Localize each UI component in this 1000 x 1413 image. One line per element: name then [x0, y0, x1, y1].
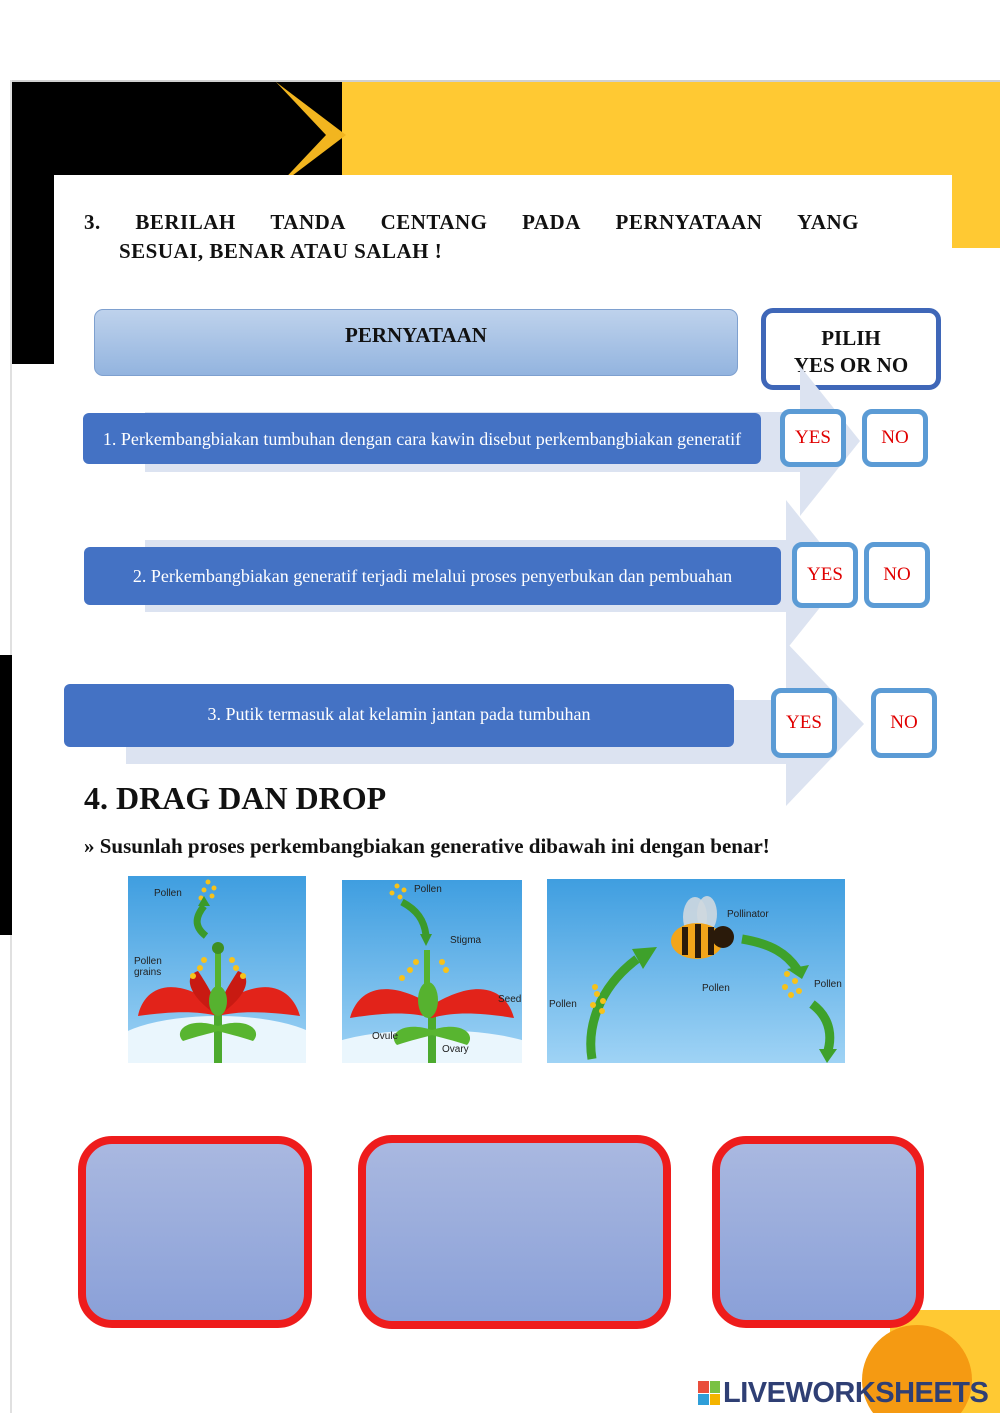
statement-header: PERNYATAAN [94, 309, 738, 376]
statement-3: 3. Putik termasuk alat kelamin jantan pada tumbuhan [64, 684, 734, 747]
choice-header-line2: YES OR NO [793, 353, 909, 377]
question-4-title: 4. DRAG DAN DROP [84, 780, 387, 816]
question-3-title-line2: SESUAI, BENAR ATAU SALAH ! [119, 239, 443, 263]
image-label: Pollinator [727, 909, 769, 920]
black-side-bar-lower [0, 655, 12, 935]
title-word: 3. [84, 210, 101, 234]
drop-zone-3[interactable] [712, 1136, 924, 1328]
bee-pollination-illustration [547, 879, 845, 1063]
black-side-bar [12, 82, 54, 364]
flower-fertilization-illustration [342, 880, 522, 1063]
image-label: Ovary [442, 1044, 469, 1055]
yes-option-2[interactable]: YES [792, 542, 858, 608]
image-label: Pollen [702, 983, 730, 994]
image-label: Pollen [814, 979, 842, 990]
question-3-title-line1 [84, 208, 859, 237]
drop-zone-1[interactable] [78, 1136, 312, 1328]
image-label: Stigma [450, 935, 482, 946]
yellow-banner [300, 82, 1000, 188]
logo-grid-icon [698, 1381, 720, 1405]
image-label: Pollen [134, 956, 162, 967]
bee-icon [671, 896, 734, 959]
title-word: PADA [522, 210, 581, 234]
yes-option-1[interactable]: YES [780, 409, 846, 467]
question-3-title [84, 208, 859, 266]
title-word: YANG [797, 210, 859, 234]
title-word: CENTANG [380, 210, 488, 234]
flower-pollen-illustration [128, 876, 306, 1063]
no-option-2[interactable]: NO [864, 542, 930, 608]
image-label: grains [134, 967, 162, 978]
logo-text: LIVEWORKSHEETS [723, 1376, 989, 1409]
image-label: Ovule [372, 1031, 399, 1042]
question-4-instruction: » Susunlah proses perkembangbiakan generative dibawah ini dengan benar! [84, 834, 770, 858]
statement-2: 2. Perkembangbiakan generatif terjadi melalui proses penyerbukan dan pembuahan [84, 547, 781, 605]
no-option-1[interactable]: NO [862, 409, 928, 467]
drag-image-pollen-release[interactable] [128, 876, 306, 1063]
title-word: PERNYATAAN [615, 210, 763, 234]
image-label: Pollen [154, 888, 182, 899]
drag-image-pollination[interactable] [547, 879, 845, 1063]
liveworksheets-logo[interactable] [698, 1377, 988, 1409]
title-word: TANDA [270, 210, 346, 234]
no-option-3[interactable]: NO [871, 688, 937, 758]
yellow-side-bar [952, 82, 1000, 248]
drop-zone-2[interactable] [358, 1135, 671, 1329]
drag-image-fertilization[interactable] [342, 880, 522, 1063]
yes-option-3[interactable]: YES [771, 688, 837, 758]
statement-1: 1. Perkembangbiakan tumbuhan dengan cara kawin disebut perkembangbiakan generatif [83, 413, 761, 464]
image-label: Pollen [549, 999, 577, 1010]
black-chevron [276, 82, 326, 188]
title-word: BERILAH [135, 210, 236, 234]
image-label: Pollen [414, 884, 442, 895]
choice-header-line1: PILIH [821, 326, 881, 350]
image-label: Seed [498, 994, 522, 1005]
